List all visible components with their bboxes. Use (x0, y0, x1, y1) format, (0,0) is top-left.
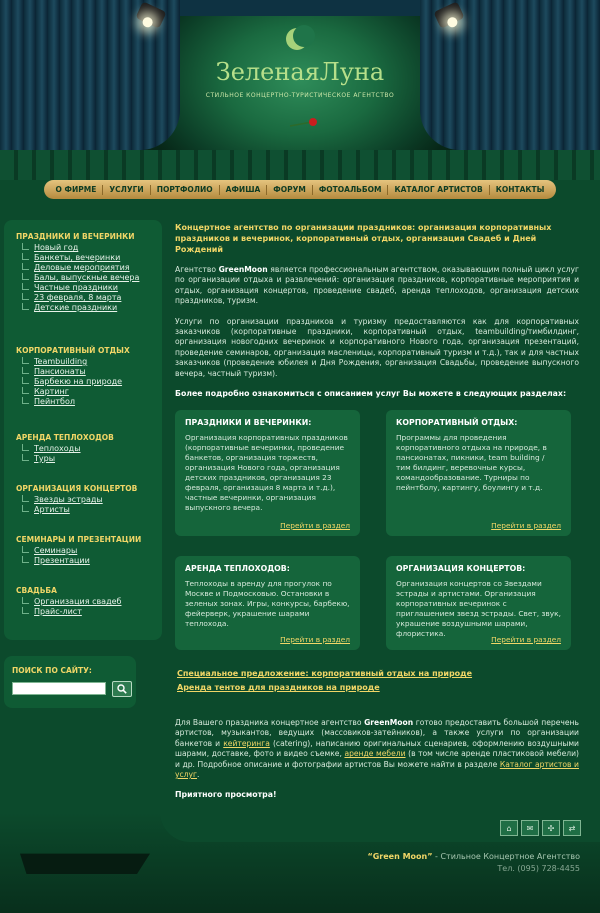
promo-link-tents[interactable]: Аренда тентов для праздников на природе (177, 683, 380, 692)
sidebar-group-title: СВАДЬБА (16, 586, 57, 595)
sidebar-link[interactable]: Барбекю на природе (16, 377, 130, 387)
sidebar-link[interactable]: Пейнтбол (16, 397, 130, 407)
sidebar-link[interactable]: Презентации (16, 556, 141, 566)
sidebar-link[interactable]: Звезды эстрады (16, 495, 137, 505)
sidebar-group-concerts (16, 484, 137, 515)
sidebar-link[interactable]: Организация свадеб (16, 597, 121, 607)
nav-portfolio[interactable]: ПОРТФОЛИО (151, 185, 220, 195)
sidebar-link[interactable]: Туры (16, 454, 114, 464)
sidebar-link[interactable]: Артисты (16, 505, 137, 515)
final-section (175, 718, 579, 811)
sidebar-link[interactable]: Банкеты, вечеринки (16, 253, 139, 263)
footer-icons (500, 820, 581, 836)
sidebar-group-title: СЕМИНАРЫ И ПРЕЗЕНТАЦИИ (16, 535, 142, 544)
nav-about[interactable]: О ФИРМЕ (50, 185, 104, 195)
card-text: Программы для проведения корпоративного отдыха на природе, в пансионатах, пикники, team building / тим билдинг, веревочные курсы, командообразование. Турниры по пейнтболу, картингу, боулингу и т.д. (396, 433, 547, 492)
search-icon (117, 684, 127, 694)
sidebar-link[interactable]: Новый год (16, 243, 139, 253)
rose-icon (288, 118, 318, 128)
sidebar-link[interactable]: Деловые мероприятия (16, 263, 139, 273)
search-panel (4, 656, 136, 708)
catalog-link[interactable]: Каталог артистов и услуг (175, 759, 579, 780)
card-text: Организация корпоративных праздников (корпоративные вечеринки, проведение банкетов, организация торжеств, организация Нового года, организация детских праздников, организация 23 февраля, организация 8 марта и т.д.), частные вечеринки, организация выпускного вечера. (185, 433, 348, 512)
logo-subtitle: СТИЛЬНОЕ КОНЦЕРТНО-ТУРИСТИЧЕСКОЕ АГЕНТСТВО (205, 92, 395, 99)
services-paragraph: Услуги по организации праздников и туризму предоставляются как для корпоративных заказчиков (корпоративные праздники, корпоративный отдых, teambuilding/тимбилдинг, организация новогодних вечеринок и корпоративного Нового года, организация презентаций, проведение семинаров, организация масленицы, корпоративный туризм и т.д.), так и для частных заказчиков (проведение юбилея и Дня Рождения, организация Свадьбы, проведение выпускного вечера, частный туризм). (175, 316, 579, 378)
closing-text: Приятного просмотра! (175, 790, 277, 800)
final-text: . (197, 770, 200, 780)
footer-brand-name: “Green Moon” (367, 852, 433, 861)
final-text: готово предоставить большой перечень артистов, музыкантов, ведущих (массовиков-затейников), а также услуги по организации банкетов и (175, 718, 579, 748)
nav-photoalbum[interactable]: ФОТОАЛЬБОМ (313, 185, 389, 195)
main-nav (44, 180, 556, 199)
sidebar-link[interactable]: Семинары (16, 546, 141, 556)
promo-link-nature[interactable]: Специальное предложение: корпоративный отдых на природе (177, 669, 473, 678)
sidebar-link[interactable]: Детские праздники (16, 303, 139, 313)
promo-links (177, 667, 577, 695)
card-corporate (386, 410, 571, 536)
logo-title[interactable]: ЗеленаяЛуна (215, 58, 385, 86)
exchange-icon[interactable]: ⇄ (563, 820, 581, 836)
card-more-link[interactable]: Перейти в раздел (280, 635, 350, 644)
sidebar-group-title: АРЕНДА ТЕПЛОХОДОВ (16, 433, 114, 442)
card-holidays (175, 410, 360, 536)
nav-forum[interactable]: ФОРУМ (267, 185, 313, 195)
intro-paragraph (175, 265, 579, 307)
sidebar-link[interactable]: Teambuilding (16, 357, 130, 367)
sitemap-icon[interactable]: ✣ (542, 820, 560, 836)
search-button[interactable] (112, 681, 132, 697)
sidebar-group-holidays (16, 232, 139, 313)
card-more-link[interactable]: Перейти в раздел (491, 521, 561, 530)
sidebar-link[interactable]: Теплоходы (16, 444, 114, 454)
sidebar-group-title: ПРАЗДНИКИ И ВЕЧЕРИНКИ (16, 232, 135, 241)
home-icon[interactable]: ⌂ (500, 820, 518, 836)
card-boats (175, 556, 360, 650)
nav-artist-catalog[interactable]: КАТАЛОГ АРТИСТОВ (388, 185, 489, 195)
page-heading: Концертное агентство по организации праздников: организация корпоративных праздников и вечеринок, корпоративный отдых, организация Свадеб и Дней Рождений (175, 223, 552, 254)
main-content (175, 222, 579, 410)
search-title: ПОИСК ПО САЙТУ: (12, 666, 92, 675)
sections-lead: Более подробно ознакомиться с описанием услуг Вы можете в следующих разделах: (175, 389, 567, 399)
card-more-link[interactable]: Перейти в раздел (280, 521, 350, 530)
header-stage (0, 0, 600, 180)
sidebar-group-title: ОРГАНИЗАЦИЯ КОНЦЕРТОВ (16, 484, 138, 493)
card-more-link[interactable]: Перейти в раздел (491, 635, 561, 644)
final-text: (в том числе аренде пластиковой мебели) и др. Подробное описание и фотографии артистов Вы можете найти в разделе (175, 749, 579, 769)
intro-text: Агентство (175, 265, 219, 274)
card-title: КОРПОРАТИВНЫЙ ОТДЫХ: (396, 418, 518, 427)
sidebar-group-corporate (16, 346, 130, 407)
sidebar-group-title: КОРПОРАТИВНЫЙ ОТДЫХ (16, 346, 130, 355)
sidebar-link[interactable]: Балы, выпускные вечера (16, 273, 139, 283)
card-title: АРЕНДА ТЕПЛОХОДОВ: (185, 564, 290, 573)
sidebar-group-seminars (16, 535, 141, 566)
catering-link[interactable]: кейтеринга (223, 738, 270, 748)
search-input[interactable] (12, 682, 106, 695)
footer-brand-tagline: - Стильное Концертное Агентство (432, 852, 580, 861)
card-text: Организация концертов со Звездами эстрады и артистами. Организация корпоративных вечеринок с приглашением звезд эстрады. Свет, звук, украшение воздушными шарами, флористика. (396, 579, 561, 638)
furniture-link[interactable]: аренде мебели (344, 749, 406, 759)
nav-afisha[interactable]: АФИША (220, 185, 268, 195)
nav-services[interactable]: УСЛУГИ (103, 185, 150, 195)
nav-contacts[interactable]: КОНТАКТЫ (495, 184, 545, 194)
sidebar-link[interactable]: 23 февраля, 8 марта (16, 293, 139, 303)
footer-phone: Тел. (095) 728-4455 (497, 864, 580, 873)
brand-name: GreenMoon (218, 265, 268, 274)
card-title: ОРГАНИЗАЦИЯ КОНЦЕРТОВ: (396, 564, 526, 573)
card-text: Теплоходы в аренду для прогулок по Москве и Подмосковью. Остановки в зеленых зонах. Игры, конкурсы, барбекю, фейерверк, украшение шарами теплохода. (185, 579, 350, 628)
final-paragraph (175, 718, 579, 780)
final-text: Для Вашего праздника концертное агентство (175, 718, 365, 727)
intro-text: является профессиональным агентством, оказывающим полный цикл услуг по организации отдыха и развлечений: организация праздников, корпоративные мероприятия и отдых, организация концертов, проведение свадеб, аренда теплоходов, организация детских праздников, туризм. (175, 265, 579, 306)
sidebar-link[interactable]: Частные праздники (16, 283, 139, 293)
card-concerts (386, 556, 571, 650)
sidebar (4, 220, 162, 640)
sidebar-link[interactable]: Прайс-лист (16, 607, 121, 617)
sidebar-link[interactable]: Пансионаты (16, 367, 130, 377)
sidebar-link[interactable]: Картинг (16, 387, 130, 397)
moon-logo-icon (286, 28, 308, 50)
final-text: (catering), написанию оригинальных сценариев, оформлению воздушными шарами, доставке, фото и видео съемке, (175, 738, 579, 759)
audience-seats (0, 150, 600, 180)
card-title: ПРАЗДНИКИ И ВЕЧЕРИНКИ: (185, 418, 312, 427)
sidebar-group-boats (16, 433, 114, 464)
brand-name: GreenMoon (364, 718, 414, 727)
footer-brand (367, 852, 580, 861)
mail-icon[interactable]: ✉ (521, 820, 539, 836)
sidebar-group-wedding (16, 586, 121, 617)
